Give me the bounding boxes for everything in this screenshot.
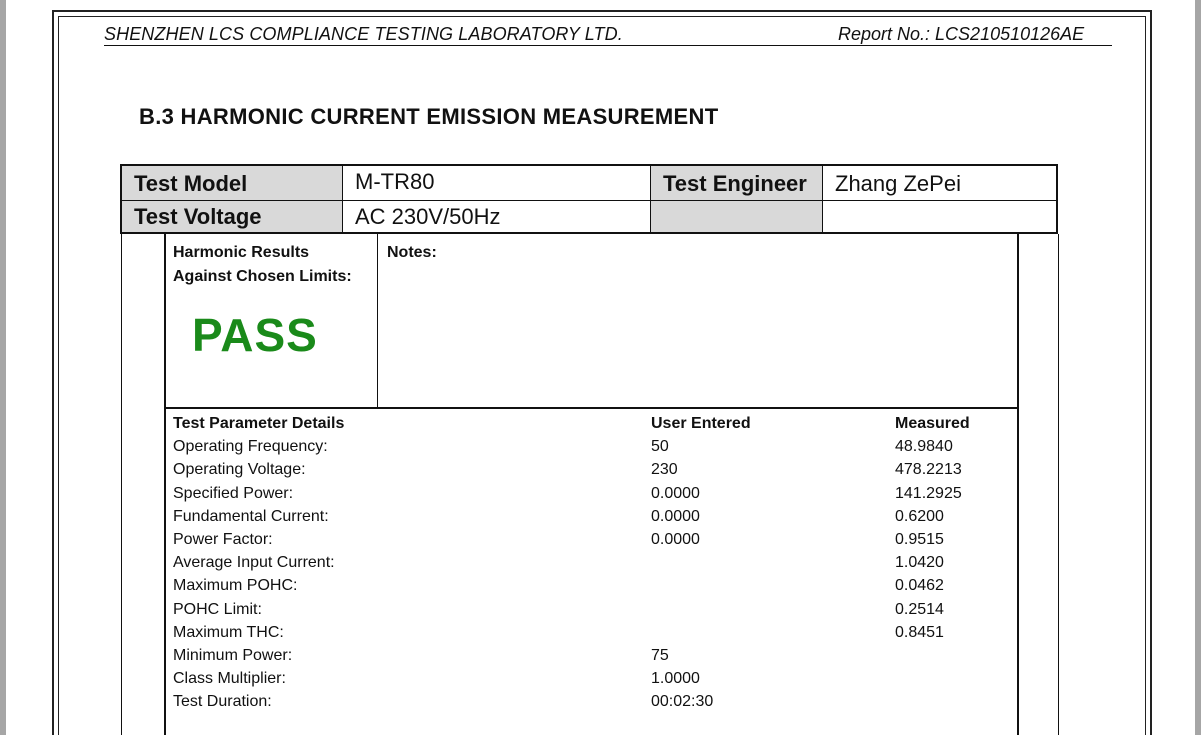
viewer-left-margin xyxy=(0,0,6,735)
param-name: Operating Frequency: xyxy=(173,438,328,456)
param-measured-value: 478.2213 xyxy=(895,461,962,479)
param-name: Power Factor: xyxy=(173,530,273,548)
table-row xyxy=(173,692,1013,715)
empty-value-cell xyxy=(823,201,1056,232)
param-measured-value: 1.0420 xyxy=(895,554,944,572)
test-engineer-label: Test Engineer xyxy=(651,166,822,200)
header-underline xyxy=(104,45,1112,46)
table-row xyxy=(173,623,1013,646)
param-user-value: 0.0000 xyxy=(651,507,700,525)
harmonic-results-line2: Against Chosen Limits: xyxy=(173,268,352,285)
param-user-value: 00:02:30 xyxy=(651,693,714,711)
test-engineer-value: Zhang ZePei xyxy=(835,171,961,196)
test-info-table xyxy=(120,164,1058,234)
param-measured-value: 0.8451 xyxy=(895,623,944,641)
param-measured-value: 0.2514 xyxy=(895,600,944,618)
table-row xyxy=(173,600,1013,623)
notes-label: Notes: xyxy=(387,244,437,261)
param-user-value: 50 xyxy=(651,438,669,456)
test-model-label: Test Model xyxy=(122,166,342,200)
lab-name-header: SHENZHEN LCS COMPLIANCE TESTING LABORATORY LTD. xyxy=(104,24,623,44)
table-row xyxy=(173,576,1013,599)
table-row xyxy=(173,553,1013,576)
param-name: Operating Voltage: xyxy=(173,461,306,479)
section-title: B.3 HARMONIC CURRENT EMISSION MEASUREMENT xyxy=(139,104,719,129)
param-name: Class Multiplier: xyxy=(173,670,286,688)
test-voltage-value: AC 230V/50Hz xyxy=(355,204,501,229)
test-voltage-label: Test Voltage xyxy=(122,201,342,232)
param-user-value: 0.0000 xyxy=(651,530,700,548)
table-row xyxy=(173,507,1013,530)
param-name: Average Input Current: xyxy=(173,554,335,572)
empty-label-cell xyxy=(651,201,822,232)
table-row xyxy=(173,530,1013,553)
table-row xyxy=(173,437,1013,460)
col-divider xyxy=(822,166,823,232)
test-parameters-table xyxy=(173,414,1013,715)
harmonic-results-line1: Harmonic Results xyxy=(173,244,310,261)
header-user-entered: User Entered xyxy=(651,415,751,432)
param-measured-value: 48.9840 xyxy=(895,438,953,456)
param-name: POHC Limit: xyxy=(173,600,262,618)
param-user-value: 0.0000 xyxy=(651,484,700,502)
param-user-value: 1.0000 xyxy=(651,670,700,688)
viewer-right-margin xyxy=(1195,0,1201,735)
param-name: Maximum THC: xyxy=(173,623,284,641)
report-number-header: Report No.: LCS210510126AE xyxy=(838,24,1085,44)
params-divider xyxy=(164,407,1019,409)
param-name: Minimum Power: xyxy=(173,646,293,664)
header-measured: Measured xyxy=(895,415,970,432)
param-name: Specified Power: xyxy=(173,484,294,502)
param-measured-value: 0.6200 xyxy=(895,507,944,525)
param-name: Test Duration: xyxy=(173,693,272,711)
table-row xyxy=(173,669,1013,692)
harmonic-results-label xyxy=(173,241,352,289)
pass-status: PASS xyxy=(192,309,318,361)
table-row xyxy=(173,484,1013,507)
params-header-row xyxy=(173,414,1013,437)
param-user-value: 75 xyxy=(651,646,669,664)
notes-divider xyxy=(377,234,378,407)
param-measured-value: 0.0462 xyxy=(895,577,944,595)
param-name: Maximum POHC: xyxy=(173,577,298,595)
param-measured-value: 0.9515 xyxy=(895,530,944,548)
param-user-value: 230 xyxy=(651,461,678,479)
table-row xyxy=(173,646,1013,669)
col-divider xyxy=(342,166,343,232)
table-row xyxy=(173,460,1013,483)
row-divider xyxy=(122,200,1056,201)
param-name: Fundamental Current: xyxy=(173,507,329,525)
col-divider xyxy=(650,166,651,232)
param-measured-value: 141.2925 xyxy=(895,484,962,502)
test-model-value: M-TR80 xyxy=(355,169,435,194)
header-parameter-details: Test Parameter Details xyxy=(173,415,345,432)
